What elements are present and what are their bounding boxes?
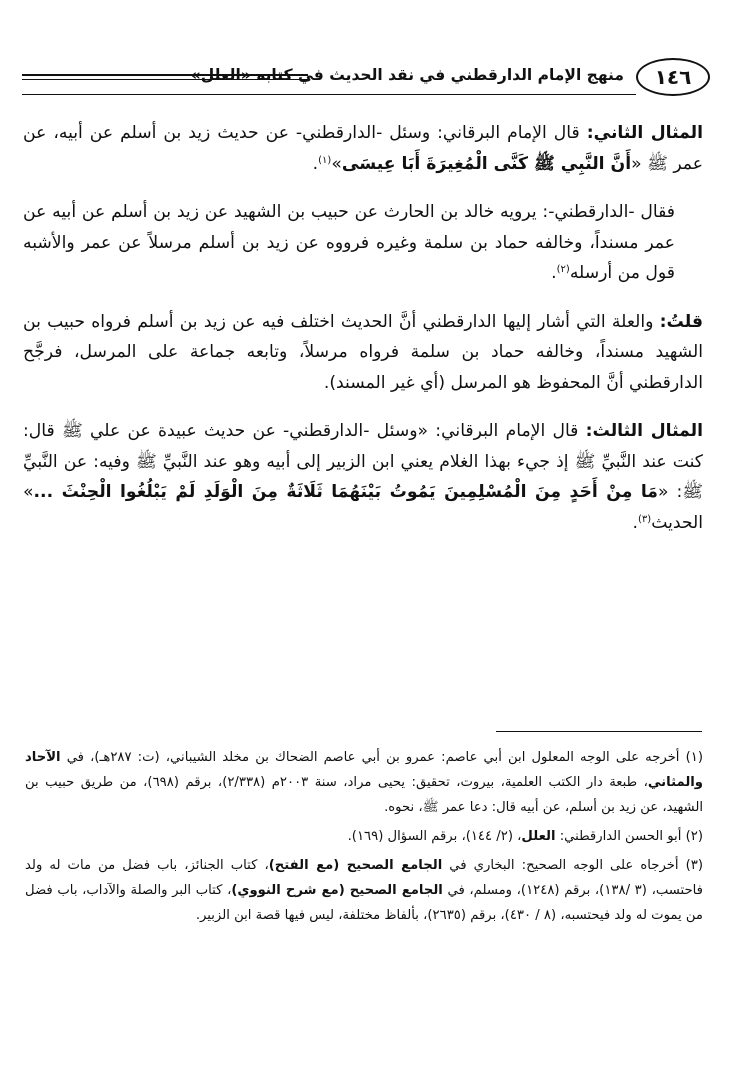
footnote-3-book-title-2: الجامع الصحيح (مع شرح النووي) <box>231 883 443 898</box>
footnote-divider <box>496 731 702 732</box>
footnotes <box>25 745 703 932</box>
footnote-1-text-b: ، طبعة دار الكتب العلمية، بيروت، تحقيق: يحيى مراد، سنة ٢٠٠٣م (٢/٣٣٨)، برقم (٦٩٨)، من طريق حبيب بن الشهيد، عن زيد بن أسلم، عن أبيه قال: دعا عمر ﷺ، نحوه. <box>25 775 703 815</box>
p4-hadith: مَا مِنْ أَحَدٍ مِنَ الْمُسْلِمِينَ يَمُوتُ بَيْنَهُمَا ثَلَاثَةٌ مِنَ الْوَلَدِ لَمْ يَبْلُغُوا الْحِنْثَ ... <box>33 482 658 502</box>
footnote-2-book-title: العلل <box>521 829 556 844</box>
p4-end: » الحديث <box>23 482 703 533</box>
footnote-2-text-a: أبو الحسن الدارقطني: <box>555 829 686 844</box>
p2-text: فقال -الدارقطني-: يرويه خالد بن الحارث عن حبيب بن الشهيد عن زيد بن أسلم عن أبيه عن عمر مسنداً، وخالفه حماد بن سلمة وغيره فرووه عن زيد بن أسلم مرسلاً عن عمر والأشبه قول من أرسله <box>23 202 675 283</box>
paragraph-daraqutni-answer <box>23 197 703 289</box>
p2-stop: . <box>551 263 557 283</box>
paragraph-example-2 <box>23 118 703 179</box>
p1-text: قال الإمام البرقاني: وسئل -الدارقطني- عن حديث زيد بن أسلم عن أبيه، عن عمر ﷺ « <box>23 123 703 174</box>
example-2-heading: المثال الثاني: <box>586 123 703 143</box>
footnote-3-text-a: أخرجاه على الوجه الصحيح: البخاري في <box>442 858 686 873</box>
paragraph-example-3 <box>23 416 703 538</box>
running-title: منهج الإمام الدارقطني في نقد الحديث في كتابه «العلل» <box>190 66 624 84</box>
footnote-2-text-b: ، (٢/ ١٤٤)، برقم السؤال (١٦٩). <box>347 829 522 844</box>
footnote-3 <box>25 853 703 928</box>
p4-text: قال الإمام البرقاني: «وسئل -الدارقطني- عن حديث عبيدة عن علي ﷺ قال: كنت عند النَّبيِّ ﷺ إذ جيء بهذا الغلام يعني ابن الزبير إلى أبيه وهو عند النَّبيِّ ﷺ وفيه: عن النَّبيِّ ﷺ: « <box>23 421 703 502</box>
p1-hadith: أَنَّ النَّبِي ﷺ كَنَّى الْمُغِيرَةَ أَبَا عِيسَى <box>341 153 632 174</box>
p3-text: والعلة التي أشار إليها الدارقطني أنَّ الحديث اختلف فيه عن زيد بن أسلم فرواه حبيب بن الشهيد مسنداً، وخالفه حماد بن سلمة فرواه مرسلاً، وتابعه جماعة على المرسل، فرجَّح الدارقطني أنَّ المحفوظ هو المرسل (أي غير المسند). <box>23 311 703 393</box>
footnote-3-text-c: ، كتاب البر والصلة والآداب، باب فضل من يموت له ولد فيحتسبه، (٨ / ٤٣٠)، برقم (٢٦٣٥)، بألفاظ مختلفة، ليس فيها قصة ابن الزبير. <box>25 883 703 923</box>
header-rule-thin <box>22 79 308 80</box>
footnote-3-number: (٣) <box>685 858 704 873</box>
example-3-heading: المثال الثالث: <box>585 421 703 441</box>
author-note-heading: قلتُ: <box>659 311 703 332</box>
footnote-1-text-a: أخرجه على الوجه المعلول ابن أبي عاصم: عمرو بن أبي عاصم الضحاك بن مخلد الشيباني، (ت: ٢٨٧هـ)، في <box>60 750 686 765</box>
paragraph-author-note <box>23 307 703 399</box>
footnote-1-number: (١) <box>685 750 703 765</box>
footnote-3-book-title-1: الجامع الصحيح (مع الفتح) <box>268 858 443 873</box>
page-header <box>22 58 710 102</box>
p4-stop: . <box>632 512 639 533</box>
footnote-ref-2[interactable]: (٢) <box>556 264 570 275</box>
footnote-2-number: (٢) <box>685 829 703 844</box>
footnote-3-text-b: ، كتاب الجنائز، باب فضل من مات له ولد فاحتسب، (٣ /١٣٨)، برقم (١٢٤٨)، ومسلم، في <box>25 858 703 898</box>
footnote-ref-3[interactable]: (٣) <box>638 513 652 525</box>
page-number: ١٤٦ <box>636 58 710 96</box>
p1-stop: . <box>312 153 319 174</box>
header-rule-thick <box>22 74 308 76</box>
footnote-1 <box>25 745 703 820</box>
main-text <box>23 118 703 538</box>
footnote-1-book-title: الآحاد والمثاني <box>25 750 703 790</box>
footnote-ref-1[interactable]: (١) <box>318 154 332 166</box>
header-rule-base <box>22 94 636 95</box>
p1-end: » <box>331 153 342 174</box>
footnote-2 <box>25 824 703 849</box>
